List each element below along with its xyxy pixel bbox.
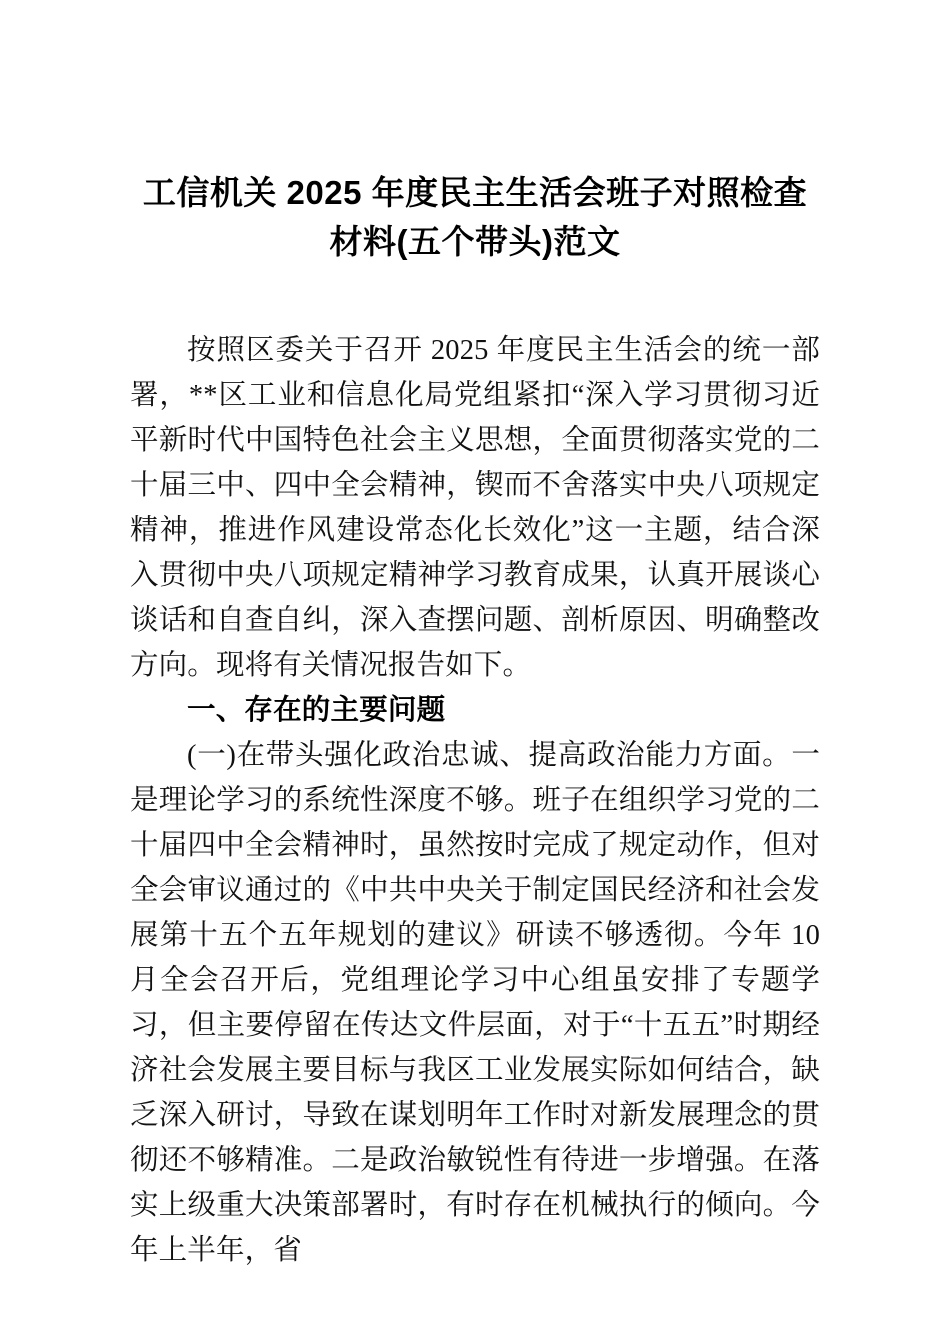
document-body (130, 328, 820, 1273)
paragraph-section-1-item-1: (一)在带头强化政治忠诚、提高政治能力方面。一是理论学习的系统性深度不够。班子在组织学习党的二十届四中全会精神时，虽然按时完成了规定动作，但对全会审议通过的《中共中央关于制定国民经济和社会发展第十五个五年规划的建议》研读不够透彻。今年 10 月全会召开后，党组理论学习中心组虽安排了专题学习，但主要停留在传达文件层面，对于“十五五”时期经济社会发展主要目标与我区工业发展实际如何结合，缺乏深入研讨，导致在谋划明年工作时对新发展理念的贯彻还不够精准。二是政治敏锐性有待进一步增强。在落实上级重大决策部署时，有时存在机械执行的倾向。今年上半年，省 (130, 740, 820, 1266)
paragraph-intro: 按照区委关于召开 2025 年度民主生活会的统一部署，**区工业和信息化局党组紧扣“深入学习贯彻习近平新时代中国特色社会主义思想，全面贯彻落实党的二十届三中、四中全会精神，锲而不舍落实中央八项规定精神，推进作风建设常态化长效化”这一主题，结合深入贯彻中央八项规定精神学习教育成果，认真开展谈心谈话和自查自纠，深入查摆问题、剖析原因、明确整改方向。现将有关情况报告如下。 (130, 335, 820, 681)
document-title-line-1: 工信机关 2025 年度民主生活会班子对照检查 (142, 174, 808, 211)
section-heading-main-problems: 一、存在的主要问题 (187, 694, 446, 726)
document-title (130, 0, 820, 266)
document-title-line-2: 材料(五个带头)范文 (329, 223, 621, 260)
page-content (130, 0, 820, 1273)
